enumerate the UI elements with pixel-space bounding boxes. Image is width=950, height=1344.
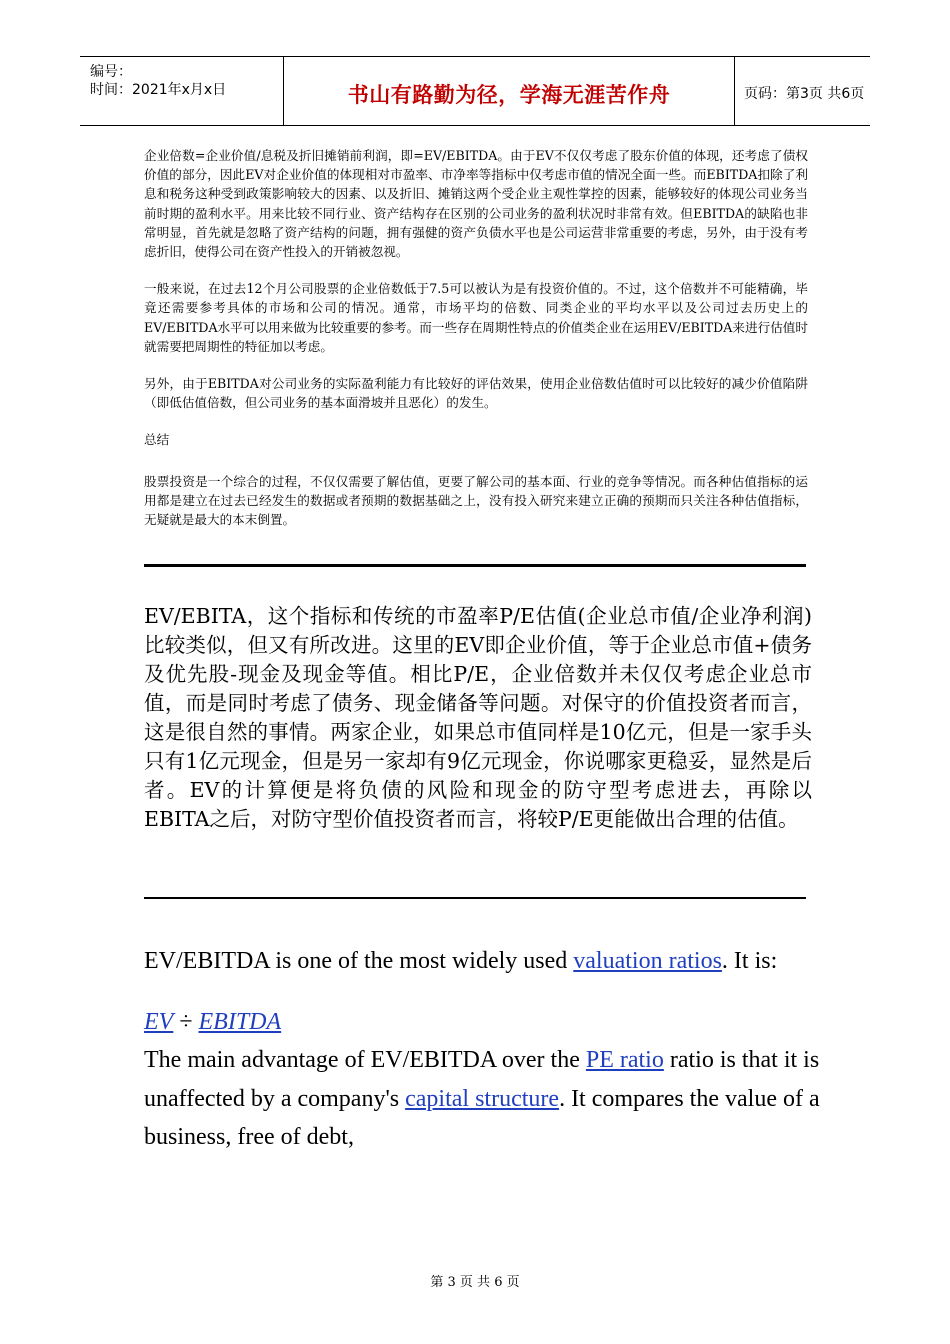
page-footer: 第 3 页 共 6 页	[430, 1275, 520, 1290]
header-page-cell	[734, 57, 870, 125]
paragraph-intro: EV/EBITDA is one of the most widely used valuation ratios. It is:	[144, 948, 778, 974]
header-info-cell	[80, 57, 283, 125]
link-valuation-ratios[interactable]: valuation ratios	[573, 948, 722, 974]
document-number-label: 编号：	[90, 64, 132, 80]
link-ebitda[interactable]: EBITDA	[198, 1008, 282, 1035]
page-header	[80, 56, 870, 126]
english-section	[144, 942, 824, 1157]
paragraph-advantage: The main advantage of EV/EBITDA over the PE ratio ratio is that it is unaffected by a company's capital structure. It compares the value of a business, free of debt,	[144, 1047, 820, 1150]
small-text-section	[144, 146, 808, 547]
document-time-label: 时间：2021年x月x日	[90, 82, 227, 98]
formula-line	[144, 1003, 824, 1042]
paragraph-ev-ebita: EV/EBITA，这个指标和传统的市盈率P/E估值(企业总市值/企业净利润)比较类似，但又有所改进。这里的EV即企业价值，等于企业总市值+债务及优先股-现金及现金等值。相比P/E，企业倍数并未仅仅考虑企业总市值，而是同时考虑了债务、现金储备等问题。对保守的价值投资者而言，这是很自然的事情。两家企业，如果总市值同样是10亿元，但是一家手头只有1亿元现金，但是另一家却有9亿元现金，你说哪家更稳妥，显然是后者。EV的计算便是将负债的风险和现金的防守型考虑进去，再除以EBITA之后，对防守型价值投资者而言，将较P/E更能做出合理的估值。	[144, 604, 812, 831]
header-motto-cell	[283, 57, 735, 125]
link-capital-structure[interactable]: capital structure	[405, 1085, 560, 1112]
section-divider	[144, 897, 806, 899]
section-divider	[144, 564, 806, 567]
link-pe-ratio[interactable]: PE ratio	[585, 1047, 664, 1073]
heading-summary: 总结	[144, 432, 170, 448]
paragraph-general-threshold: 一般来说，在过去12个月公司股票的企业倍数低于7.5可以被认为是有投资价值的。不过，这个倍数并不可能精确，毕竟还需要参考具体的市场和公司的情况。通常，市场平均的倍数、同类企业的平均水平以及公司过去历史上的EV/EBITDA水平可以用来做为比较重要的参考。而一些存在周期性特点的价值类企业在运用EV/EBITDA来进行估值时就需要把周期性的特征加以考虑。	[144, 281, 808, 354]
divide-operator: ÷	[173, 1008, 199, 1035]
header-page-number: 页码：第3页 共6页	[744, 86, 865, 102]
paragraph-summary: 股票投资是一个综合的过程，不仅仅需要了解估值，更要了解公司的基本面、行业的竞争等情况。而各种估值指标的运用都是建立在过去已经发生的数据或者预期的数据基础之上，没有投入研究来建立正确的预期而只关注各种估值指标，无疑就是最大的本末倒置。	[144, 473, 808, 528]
header-motto: 书山有路勤为径，学海无涯苦作舟	[347, 83, 671, 107]
link-ev[interactable]: EV	[144, 1008, 174, 1035]
paragraph-value-trap: 另外，由于EBITDA对公司业务的实际盈利能力有比较好的评估效果，使用企业倍数估值时可以比较好的减少价值陷阱（即低估值倍数，但公司业务的基本面滑坡并且恶化）的发生。	[144, 376, 808, 411]
paragraph-enterprise-multiple: 企业倍数=企业价值/息税及折旧摊销前利润，即=EV/EBITDA。由于EV不仅仅考虑了股东价值的体现，还考虑了债权价值的部分，因此EV对企业价值的体现相对市盈率、市净率等指标中仅考虑市值的情况全面一些。而EBITDA扣除了利息和税务这种受到政策影响较大的因素、以及折旧、摊销这两个受企业主观性掌控的因素，能够较好的体现公司业务当前时期的盈利水平。用来比较不同行业、资产结构存在区别的公司业务的盈利状况时非常有效。但EBITDA的缺陷也非常明显，首先就是忽略了资产结构的问题，拥有强健的资产负债水平也是公司运营非常重要的考虑，另外，由于没有考虑折旧，使得公司在资产性投入的开销被忽视。	[144, 148, 808, 260]
ev-ebita-section	[144, 602, 812, 834]
